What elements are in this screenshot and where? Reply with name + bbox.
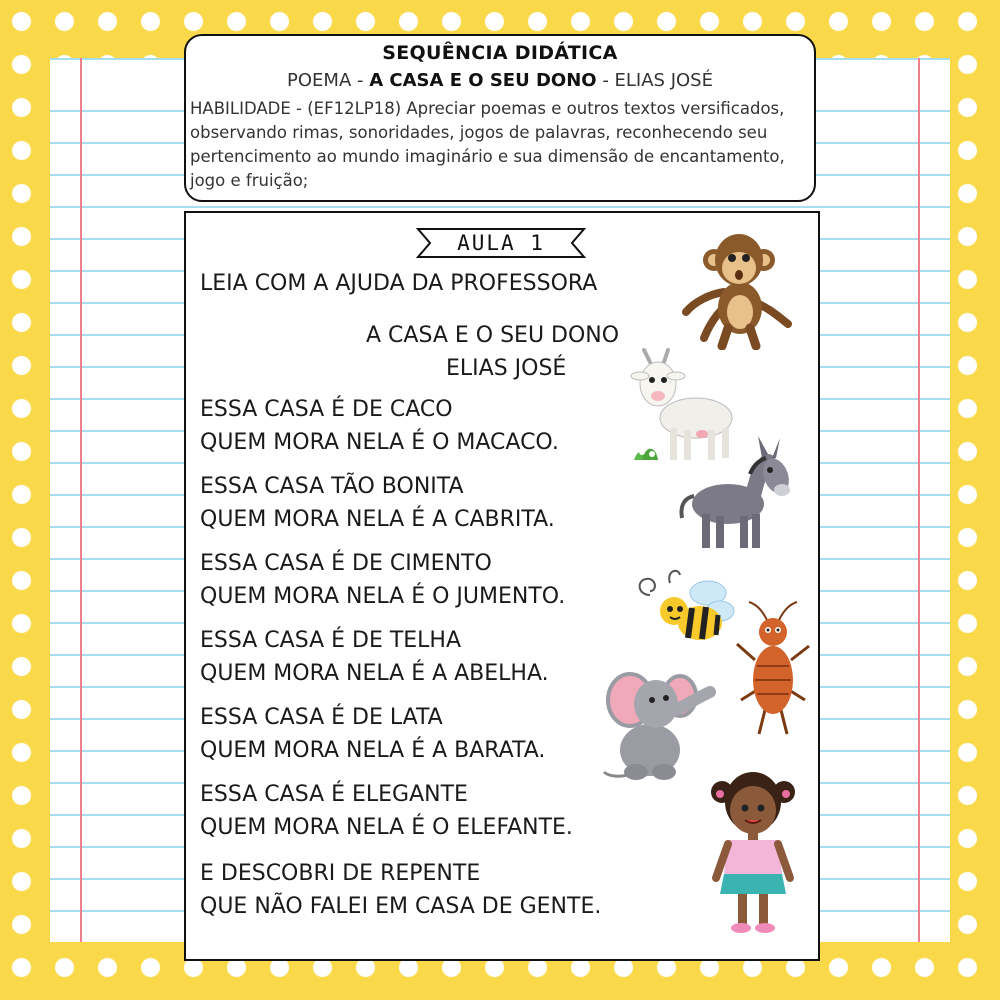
verse: QUEM MORA NELA É O ELEFANTE. bbox=[200, 815, 573, 840]
elephant-icon bbox=[600, 662, 718, 784]
header-title: SEQUÊNCIA DIDÁTICA bbox=[382, 42, 618, 64]
poem-author: ELIAS JOSÉ bbox=[446, 356, 567, 381]
verse: ESSA CASA TÃO BONITA bbox=[200, 474, 464, 499]
verse: ESSA CASA É ELEGANTE bbox=[200, 782, 468, 807]
subtitle-prefix: POEMA - bbox=[287, 70, 370, 91]
verse: ESSA CASA É DE CIMENTO bbox=[200, 551, 492, 576]
verse: ESSA CASA É DE LATA bbox=[200, 705, 443, 730]
lesson-banner bbox=[416, 227, 586, 259]
stanza bbox=[200, 547, 565, 613]
poem-title: A CASA E O SEU DONO bbox=[366, 323, 620, 348]
left-margin-line bbox=[80, 58, 82, 942]
stanza bbox=[200, 778, 573, 844]
cockroach-icon bbox=[733, 600, 813, 740]
donkey-icon bbox=[676, 434, 794, 554]
verse: QUEM MORA NELA É O MACACO. bbox=[200, 430, 559, 455]
subtitle-suffix: - ELIAS JOSÉ bbox=[596, 70, 713, 91]
banner-label: AULA 1 bbox=[457, 231, 545, 255]
stanza bbox=[200, 857, 601, 923]
subtitle-poem-name: A CASA E O SEU DONO bbox=[369, 70, 597, 91]
verse: ESSA CASA É DE CACO bbox=[200, 397, 453, 422]
right-margin-line bbox=[918, 58, 920, 942]
skill-text: HABILIDADE - (EF12LP18) Apreciar poemas e outros textos versificados, observando rimas, sonoridades, jogos de palavras, reconhecendo seu pertencimento ao mundo imaginário e sua dimensão de encantamento, jogo e fruição; bbox=[190, 99, 785, 190]
stanza bbox=[200, 701, 545, 767]
monkey-icon bbox=[680, 228, 795, 350]
bee-icon bbox=[630, 565, 740, 655]
stanza bbox=[200, 624, 549, 690]
verse: QUEM MORA NELA É A ABELHA. bbox=[200, 661, 549, 686]
verse: E DESCOBRI DE REPENTE bbox=[200, 861, 481, 886]
verse: ESSA CASA É DE TELHA bbox=[200, 628, 462, 653]
stanza bbox=[200, 470, 555, 536]
stanza bbox=[200, 393, 559, 459]
girl-icon bbox=[708, 766, 798, 936]
instruction-text: LEIA COM A AJUDA DA PROFESSORA bbox=[200, 271, 598, 296]
verse: QUE NÃO FALEI EM CASA DE GENTE. bbox=[200, 894, 602, 919]
header-box bbox=[184, 34, 816, 202]
verse: QUEM MORA NELA É A BARATA. bbox=[200, 738, 546, 763]
verse: QUEM MORA NELA É A CABRITA. bbox=[200, 507, 555, 532]
verse: QUEM MORA NELA É O JUMENTO. bbox=[200, 584, 566, 609]
header-subtitle bbox=[186, 70, 814, 91]
